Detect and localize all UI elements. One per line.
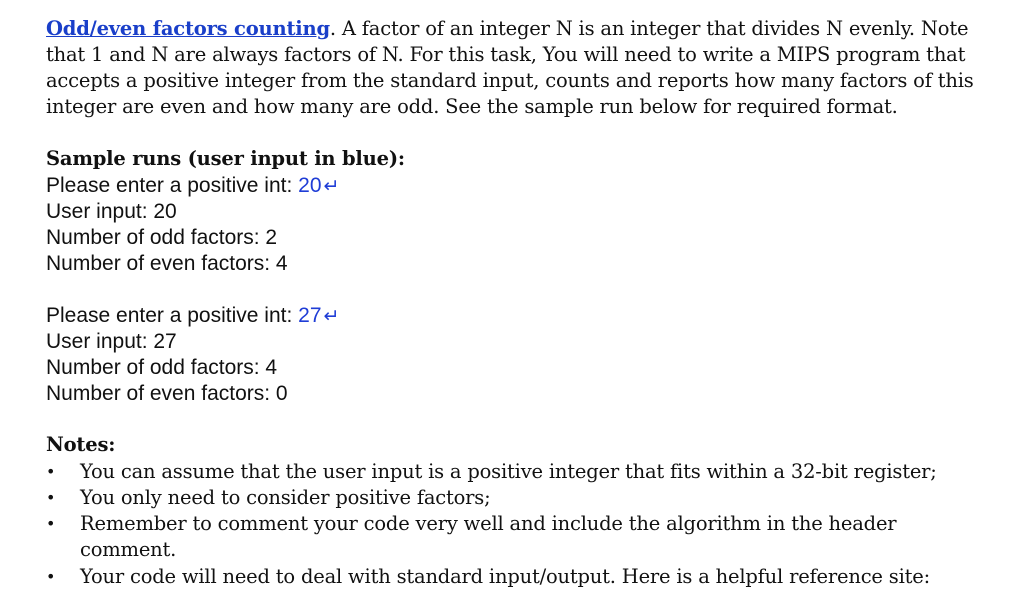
bullet-icon: • bbox=[46, 462, 56, 481]
bullet-icon: • bbox=[46, 488, 56, 507]
note-item bbox=[46, 511, 946, 563]
note-text: Remember to comment your code very well and include the algorithm in the header comment. bbox=[80, 512, 897, 561]
enter-key-icon: ↵ bbox=[323, 306, 340, 327]
sample-runs-heading: Sample runs (user input in blue): bbox=[46, 147, 405, 170]
run-2-even-factors-line: Number of even factors: 0 bbox=[46, 382, 288, 405]
enter-key-icon: ↵ bbox=[323, 176, 340, 197]
intro-paragraph bbox=[46, 16, 976, 120]
run-2-user-input: 27 bbox=[298, 304, 322, 327]
notes-heading: Notes: bbox=[46, 433, 116, 456]
run-1-user-input: 20 bbox=[298, 174, 322, 197]
run-2-prompt: Please enter a positive int: bbox=[46, 304, 299, 327]
cut-off-heading-fragment bbox=[118, 0, 388, 2]
run-1-user-input-line: User input: 20 bbox=[46, 200, 177, 223]
task-title-link[interactable]: Odd/even factors counting bbox=[46, 17, 330, 40]
run-1-odd-factors-line: Number of odd factors: 2 bbox=[46, 226, 278, 249]
note-text: Your code will need to deal with standard input/output. Here is a helpful reference site: bbox=[80, 565, 930, 588]
notes-list bbox=[46, 459, 946, 590]
run-2-user-input-line: User input: 27 bbox=[46, 330, 177, 353]
run-1-prompt-line bbox=[46, 173, 339, 200]
run-2-odd-factors-line: Number of odd factors: 4 bbox=[46, 356, 278, 379]
intro-text: . A factor of an integer N is an integer that divides N evenly. Note that 1 and N are always factors of N. For this task, You will need to write a MIPS program that accepts a positive integer from the standard input, counts and reports how many factors of this integer are even and how many are odd. See the sample run below for required format. bbox=[46, 17, 974, 118]
bullet-icon: • bbox=[46, 514, 56, 533]
note-item bbox=[46, 485, 946, 511]
run-1-even-factors-line: Number of even factors: 4 bbox=[46, 252, 288, 275]
note-item bbox=[46, 564, 946, 590]
run-1-prompt: Please enter a positive int: bbox=[46, 174, 299, 197]
run-2-prompt-line bbox=[46, 303, 339, 330]
note-text: You can assume that the user input is a positive integer that fits within a 32-bit register; bbox=[80, 460, 937, 483]
note-item bbox=[46, 459, 946, 485]
bullet-icon: • bbox=[46, 567, 56, 586]
note-text: You only need to consider positive factors; bbox=[80, 486, 491, 509]
